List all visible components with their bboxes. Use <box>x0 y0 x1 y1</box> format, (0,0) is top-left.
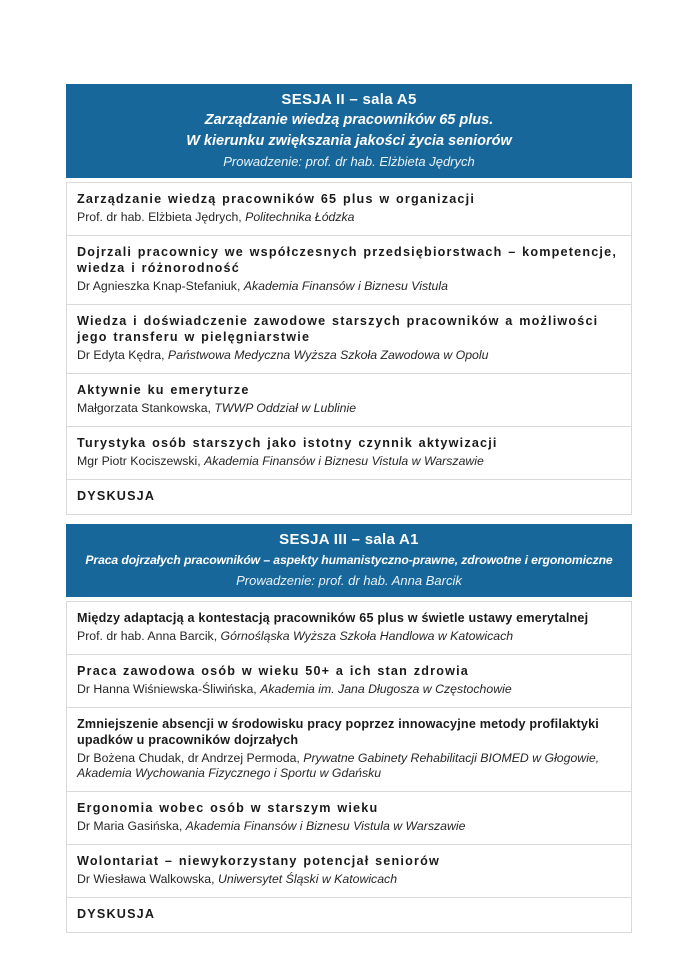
speaker-name: Dr Edyta Kędra, <box>77 348 168 362</box>
talk-row <box>67 791 631 844</box>
talk-title: Między adaptacją a kontestacją pracowników 65 plus w świetle ustawy emerytalnej <box>77 611 589 625</box>
discussion-row <box>67 479 631 514</box>
talk-row <box>67 304 631 373</box>
talk-title: Dojrzali pracownicy we współczesnych przedsiębiorstwach – kompetencje, wiedza i różnorodność <box>77 245 618 275</box>
talk-row <box>67 426 631 479</box>
conference-program-page <box>66 84 632 933</box>
session-chair: Prowadzenie: prof. dr hab. Anna Barcik <box>236 573 462 588</box>
speaker-affiliation: TWWP Oddział w Lublinie <box>214 401 357 415</box>
talk-title: Praca zawodowa osób w wieku 50+ a ich stan zdrowia <box>77 664 469 678</box>
speaker-name: Dr Maria Gasińska, <box>77 819 186 833</box>
speaker-affiliation: Akademia Finansów i Biznesu Vistula w Warszawie <box>204 454 484 468</box>
session-subtitle-line: Praca dojrzałych pracowników – aspekty humanistyczno-prawne, zdrowotne i ergonomiczne <box>85 553 613 567</box>
speaker-name: Mgr Piotr Kociszewski, <box>77 454 205 468</box>
discussion-row <box>67 897 631 932</box>
talk-title: Turystyka osób starszych jako istotny czynnik aktywizacji <box>77 436 498 450</box>
speaker-name: Dr Agnieszka Knap-Stefaniuk, <box>77 279 244 293</box>
session-2-header <box>66 84 632 178</box>
session-subtitle-line: Zarządzanie wiedzą pracowników 65 plus. <box>204 112 494 128</box>
talk-title: Zmniejszenie absencji w środowisku pracy poprzez innowacyjne metody profilaktyki upadków u pracowników dojrzałych <box>77 717 599 747</box>
session-title: SESJA III – sala A1 <box>279 531 419 548</box>
speaker-affiliation: Akademia im. Jana Długosza w Częstochowie <box>260 682 512 696</box>
session-3-header <box>66 524 632 597</box>
speaker-affiliation: Uniwersytet Śląski w Katowicach <box>217 872 398 886</box>
session-chair: Prowadzenie: prof. dr hab. Elżbieta Jędrych <box>223 154 475 169</box>
talk-speakers <box>77 682 623 697</box>
session-3-table <box>66 601 632 933</box>
talk-row <box>67 235 631 304</box>
speaker-name: Dr Bożena Chudak, dr Andrzej Permoda, <box>77 751 304 765</box>
talk-speakers <box>77 454 623 469</box>
talk-title: Zarządzanie wiedzą pracowników 65 plus w organizacji <box>77 192 476 206</box>
speaker-affiliation: Akademia Finansów i Biznesu Vistula w Warszawie <box>185 819 466 833</box>
discussion-label: DYSKUSJA <box>77 489 156 503</box>
session-2-block <box>66 84 632 515</box>
talk-row <box>67 844 631 897</box>
session-subtitle-line: W kierunku zwiększania jakości życia seniorów <box>186 133 512 149</box>
talk-speakers <box>77 210 623 225</box>
talk-row <box>67 373 631 426</box>
session-3-block <box>66 524 632 933</box>
speaker-affiliation: Państwowa Medyczna Wyższa Szkoła Zawodowa w Opolu <box>167 348 489 362</box>
talk-speakers <box>77 401 623 416</box>
speaker-affiliation: Górnośląska Wyższa Szkoła Handlowa w Katowicach <box>220 629 514 643</box>
session-title: SESJA II – sala A5 <box>281 91 417 108</box>
talk-title: Ergonomia wobec osób w starszym wieku <box>77 801 379 815</box>
talk-speakers <box>77 348 623 363</box>
talk-speakers <box>77 629 623 644</box>
talk-title: Wiedza i doświadczenie zawodowe starszych pracowników a możliwości jego transferu w pielęgniarstwie <box>77 314 599 344</box>
talk-row <box>67 602 631 654</box>
talk-speakers <box>77 279 623 294</box>
speaker-affiliation: Politechnika Łódzka <box>245 210 355 224</box>
talk-speakers <box>77 751 623 781</box>
talk-speakers <box>77 819 623 834</box>
talk-row <box>67 707 631 791</box>
speaker-name: Małgorzata Stankowska, <box>77 401 215 415</box>
speaker-name: Prof. dr hab. Elżbieta Jędrych, <box>77 210 246 224</box>
talk-title: Wolontariat – niewykorzystany potencjał seniorów <box>77 854 440 868</box>
speaker-affiliation: Akademia Finansów i Biznesu Vistula <box>243 279 448 293</box>
speaker-name: Dr Hanna Wiśniewska-Śliwińska, <box>77 682 261 696</box>
session-2-table <box>66 182 632 515</box>
speaker-affiliation: Prywatne Gabinety Rehabilitacji BIOMED w Głogowie, Akademia Wychowania Fizycznego i Sportu w Gdańsku <box>77 751 600 780</box>
talk-row <box>67 183 631 235</box>
talk-speakers <box>77 872 623 887</box>
talk-row <box>67 654 631 707</box>
speaker-name: Prof. dr hab. Anna Barcik, <box>77 629 221 643</box>
speaker-name: Dr Wiesława Walkowska, <box>77 872 218 886</box>
talk-title: Aktywnie ku emeryturze <box>77 383 250 397</box>
discussion-label: DYSKUSJA <box>77 907 156 921</box>
